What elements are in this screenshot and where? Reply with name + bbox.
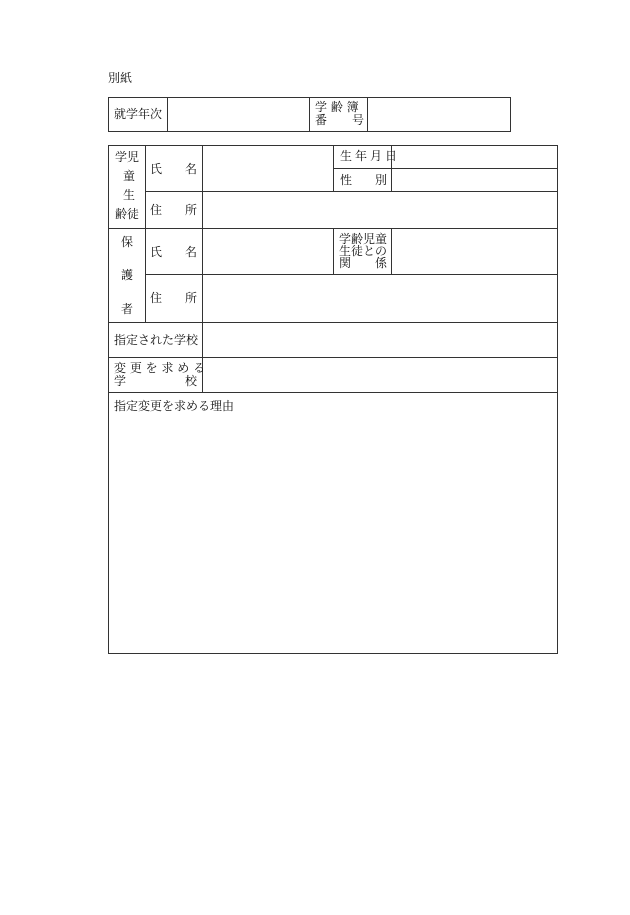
register-label-line1: 学 齢 簿: [315, 100, 359, 114]
student-section-char-3: 生: [123, 188, 136, 202]
student-address-field[interactable]: [204, 193, 556, 227]
guardian-address-label-b: 所: [185, 291, 198, 305]
guardian-address-label-a: 住: [150, 291, 163, 305]
student-name-label-b: 名: [185, 162, 198, 176]
student-gender-field[interactable]: [393, 170, 556, 190]
guardian-relation-label-line3-a: 関: [339, 256, 352, 270]
guardian-relation-label-line1: 学齢児童: [339, 232, 388, 246]
attachment-label: 別紙: [108, 71, 133, 85]
guardian-section-char-2: 護: [121, 268, 134, 282]
guardian-relation-label-line2: 生徒との: [339, 244, 388, 258]
student-gender-label-a: 性: [340, 173, 353, 187]
guardian-name-label-b: 名: [185, 245, 198, 259]
grade-label: 就学年次: [114, 107, 163, 121]
reason-label: 指定変更を求める理由: [114, 399, 235, 413]
grade-field[interactable]: [169, 99, 307, 130]
assigned-school-label: 指定された学校: [114, 333, 199, 347]
guardian-relation-label-line3-b: 係: [375, 256, 388, 270]
guardian-section-char-1: 保: [121, 235, 134, 249]
student-birthdate-label: 生年月日: [340, 149, 401, 163]
student-address-label-b: 所: [185, 203, 198, 217]
register-number-field[interactable]: [369, 99, 509, 130]
student-section-char-1: 学児: [115, 150, 140, 164]
student-birthdate-field[interactable]: [393, 147, 556, 167]
requested-school-label-line2-b: 校: [185, 374, 198, 388]
reason-field[interactable]: [110, 418, 556, 652]
requested-school-label-line1: 変 更 を 求 め る: [114, 361, 206, 375]
register-label-line2-b: 号: [352, 113, 365, 127]
student-address-label-a: 住: [150, 203, 163, 217]
student-section-char-2: 童: [123, 169, 136, 183]
register-label-line2-a: 番: [315, 113, 328, 127]
student-section-char-4: 齢徒: [115, 207, 140, 221]
requested-school-label-line2-a: 学: [114, 374, 127, 388]
student-name-field[interactable]: [204, 147, 332, 190]
guardian-address-field[interactable]: [204, 276, 556, 321]
assigned-school-field[interactable]: [204, 324, 556, 356]
guardian-section-char-3: 者: [121, 302, 134, 316]
student-name-label-a: 氏: [150, 162, 163, 176]
guardian-name-field[interactable]: [204, 230, 332, 273]
student-gender-label-b: 別: [375, 173, 388, 187]
guardian-name-label-a: 氏: [150, 245, 163, 259]
guardian-relation-field[interactable]: [393, 230, 556, 273]
requested-school-field[interactable]: [204, 359, 556, 391]
